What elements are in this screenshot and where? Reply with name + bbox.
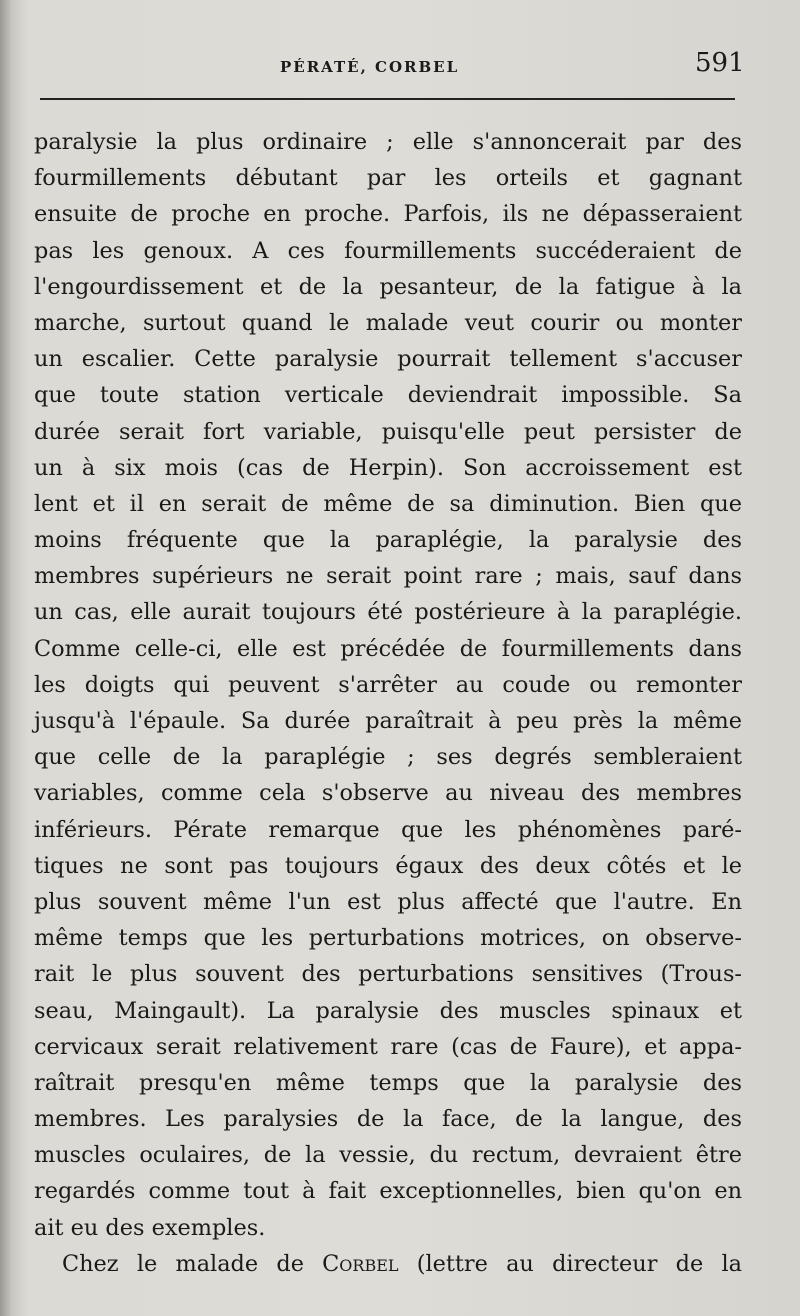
text-line: cervicaux serait relativement rare (cas de Faure), et appa- bbox=[34, 1033, 742, 1060]
text-line: un à six mois (cas de Herpin). Son accroissement est bbox=[34, 454, 742, 481]
text-line: variables, comme cela s'observe au niveau des membres bbox=[34, 780, 742, 807]
text-line: tiques ne sont pas toujours égaux des deux côtés et le bbox=[34, 852, 742, 879]
paragraph-start-line bbox=[34, 1246, 742, 1282]
text-line: regardés comme tout à fait exceptionnelles, bien qu'on en bbox=[34, 1178, 742, 1205]
text-line: ensuite de proche en proche. Parfois, ils ne dépasseraient bbox=[34, 201, 742, 228]
text-line: paralysie la plus ordinaire ; elle s'annoncerait par des bbox=[34, 129, 742, 155]
text-fragment: Chez le malade de bbox=[62, 1250, 323, 1277]
text-line: jusqu'à l'épaule. Sa durée paraîtrait à peu près la même bbox=[34, 708, 742, 734]
text-line: membres. Les paralysies de la face, de la langue, des bbox=[34, 1106, 742, 1133]
text-line: fourmillements débutant par les orteils et gagnant bbox=[34, 165, 742, 192]
text-line: membres supérieurs ne serait point rare ; mais, sauf dans bbox=[34, 563, 742, 590]
text-line: lent et il en serait de même de sa diminution. Bien que bbox=[34, 490, 742, 517]
text-line: durée serait fort variable, puisqu'elle peut persister de bbox=[34, 418, 742, 445]
text-line: un cas, elle aurait toujours été postérieure à la paraplégie. bbox=[34, 599, 742, 626]
text-line: marche, surtout quand le malade veut courir ou monter bbox=[34, 309, 742, 336]
page-number: 591 bbox=[695, 48, 745, 78]
text-line: Comme celle-ci, elle est précédée de fourmillements dans bbox=[34, 635, 742, 662]
author-name: Corbel bbox=[322, 1250, 399, 1277]
text-line: plus souvent même l'un est plus affecté que l'autre. En bbox=[34, 888, 742, 915]
text-line: inférieurs. Pérate remarque que les phénomènes paré- bbox=[34, 816, 742, 843]
text-line: pas les genoux. A ces fourmillements succéderaient de bbox=[34, 237, 742, 264]
text-fragment: (lettre au directeur de la bbox=[398, 1250, 742, 1277]
running-head: PÉRATÉ, CORBEL bbox=[280, 58, 460, 76]
text-line: ait eu des exemples. bbox=[34, 1214, 266, 1241]
text-line: l'engourdissement et de la pesanteur, de la fatigue à la bbox=[34, 273, 742, 300]
body-text bbox=[34, 124, 742, 1282]
text-line: muscles oculaires, de la vessie, du rectum, devraient être bbox=[34, 1142, 742, 1169]
text-line: un escalier. Cette paralysie pourrait tellement s'accuser bbox=[34, 346, 742, 373]
text-line: rait le plus souvent des perturbations sensitives (Trous- bbox=[34, 961, 742, 988]
text-line: moins fréquente que la paraplégie, la paralysie des bbox=[34, 527, 742, 554]
page-header bbox=[0, 44, 800, 84]
text-line: seau, Maingault). La paralysie des muscles spinaux et bbox=[34, 997, 742, 1024]
text-line: les doigts qui peuvent s'arrêter au coude ou remonter bbox=[34, 671, 742, 698]
text-line: que toute station verticale deviendrait impossible. Sa bbox=[34, 382, 742, 409]
text-line: même temps que les perturbations motrices, on observe- bbox=[34, 925, 742, 952]
header-rule bbox=[40, 98, 735, 100]
text-line: que celle de la paraplégie ; ses degrés sembleraient bbox=[34, 744, 742, 771]
text-line: raîtrait presqu'en même temps que la paralysie des bbox=[34, 1069, 742, 1096]
